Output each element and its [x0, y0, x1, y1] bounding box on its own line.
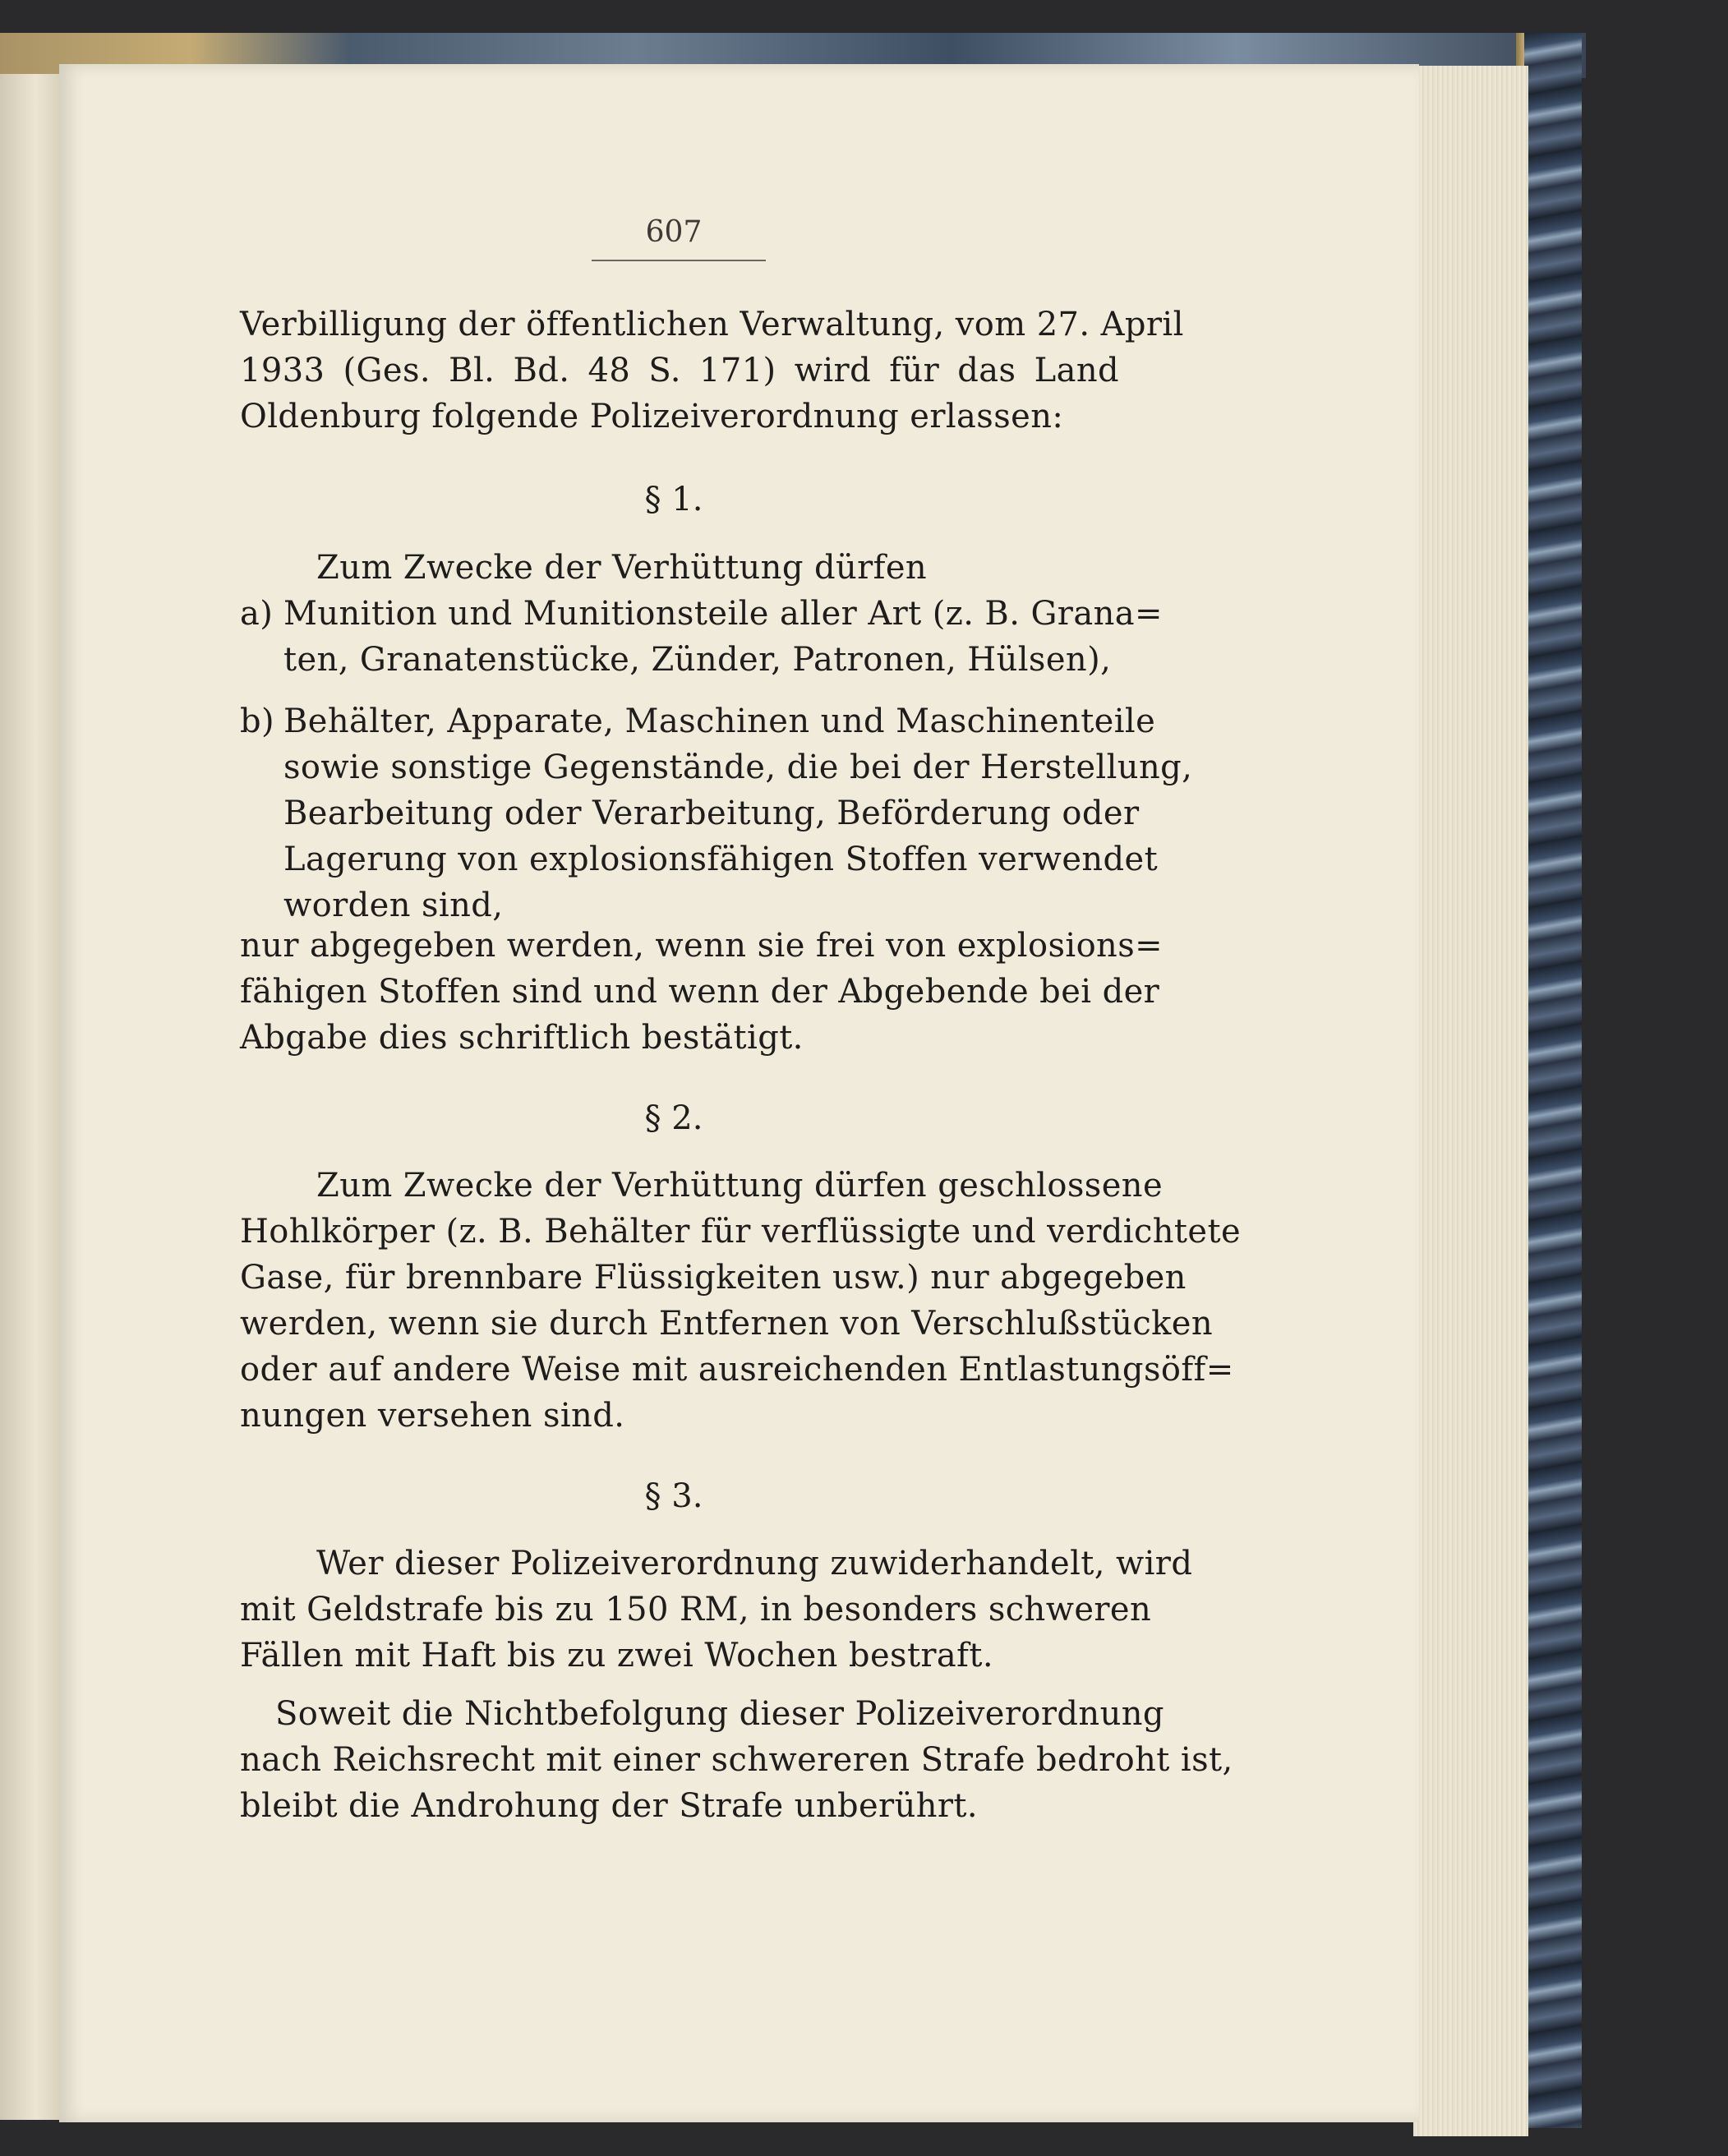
section-heading-1: § 1.	[644, 481, 703, 518]
list-item-b-line: worden sind,	[283, 887, 504, 924]
marbled-cover-right	[1524, 33, 1582, 2128]
page-number: 607	[645, 215, 703, 249]
list-item-a-line: Munition und Munitionsteile aller Art (z. B. Grana=	[283, 595, 1163, 633]
list-item-b-line: sowie sonstige Gegenstände, die bei der Herstellung,	[283, 749, 1193, 786]
section-3-line: Wer dieser Polizeiverordnung zuwiderhandelt, wird	[316, 1545, 1193, 1582]
list-item-a-line: ten, Granatenstücke, Zünder, Patronen, Hülsen),	[283, 641, 1112, 679]
section-2-line: Hohlkörper (z. B. Behälter für verflüssigte und verdichtete	[240, 1213, 1242, 1251]
section-3-line: mit Geldstrafe bis zu 150 RM, in besonders schweren	[240, 1591, 1152, 1629]
section-2-line: nungen versehen sind.	[240, 1397, 625, 1435]
section-closing-line: Abgabe dies schriftlich bestätigt.	[240, 1019, 804, 1057]
header-rule	[592, 260, 766, 261]
list-item-b-line: Bearbeitung oder Verarbeitung, Beförderung oder	[283, 795, 1140, 832]
section-2-line: Zum Zwecke der Verhüttung dürfen geschlossene	[316, 1167, 1164, 1205]
intro-line: 1933 (Ges. Bl. Bd. 48 S. 171) wird für das Land	[240, 352, 1119, 389]
section-lead: Zum Zwecke der Verhüttung dürfen	[316, 549, 928, 587]
section-heading-3: § 3.	[644, 1477, 703, 1515]
left-page-edge	[0, 74, 59, 2120]
section-2-line: werden, wenn sie durch Entfernen von Verschlußstücken	[240, 1305, 1214, 1343]
list-marker-b: b)	[240, 703, 275, 740]
section-3-line: nach Reichsrecht mit einer schwereren Strafe bedroht ist,	[240, 1741, 1233, 1779]
list-marker-a: a)	[240, 595, 274, 633]
list-item-b-line: Lagerung von explosionsfähigen Stoffen verwendet	[283, 841, 1159, 878]
section-heading-2: § 2.	[644, 1099, 703, 1137]
page-stack-edges	[1413, 66, 1528, 2136]
section-2-line: oder auf andere Weise mit ausreichenden Entlastungsöff=	[240, 1351, 1234, 1389]
intro-line: Oldenburg folgende Polizeiverordnung erlassen:	[240, 398, 1064, 435]
intro-line: Verbilligung der öffentlichen Verwaltung, vom 27. April	[240, 306, 1184, 343]
section-closing-line: fähigen Stoffen sind und wenn der Abgebende bei der	[240, 973, 1160, 1011]
section-3-line: bleibt die Androhung der Strafe unberührt.	[240, 1787, 979, 1825]
section-2-line: Gase, für brennbare Flüssigkeiten usw.) nur abgegeben	[240, 1259, 1187, 1297]
list-item-b-line: Behälter, Apparate, Maschinen und Maschinenteile	[283, 703, 1156, 740]
section-3-line: Fällen mit Haft bis zu zwei Wochen bestraft.	[240, 1637, 993, 1675]
section-closing-line: nur abgegeben werden, wenn sie frei von explosions=	[240, 927, 1164, 965]
section-3-line: Soweit die Nichtbefolgung dieser Polizeiverordnung	[275, 1695, 1164, 1733]
